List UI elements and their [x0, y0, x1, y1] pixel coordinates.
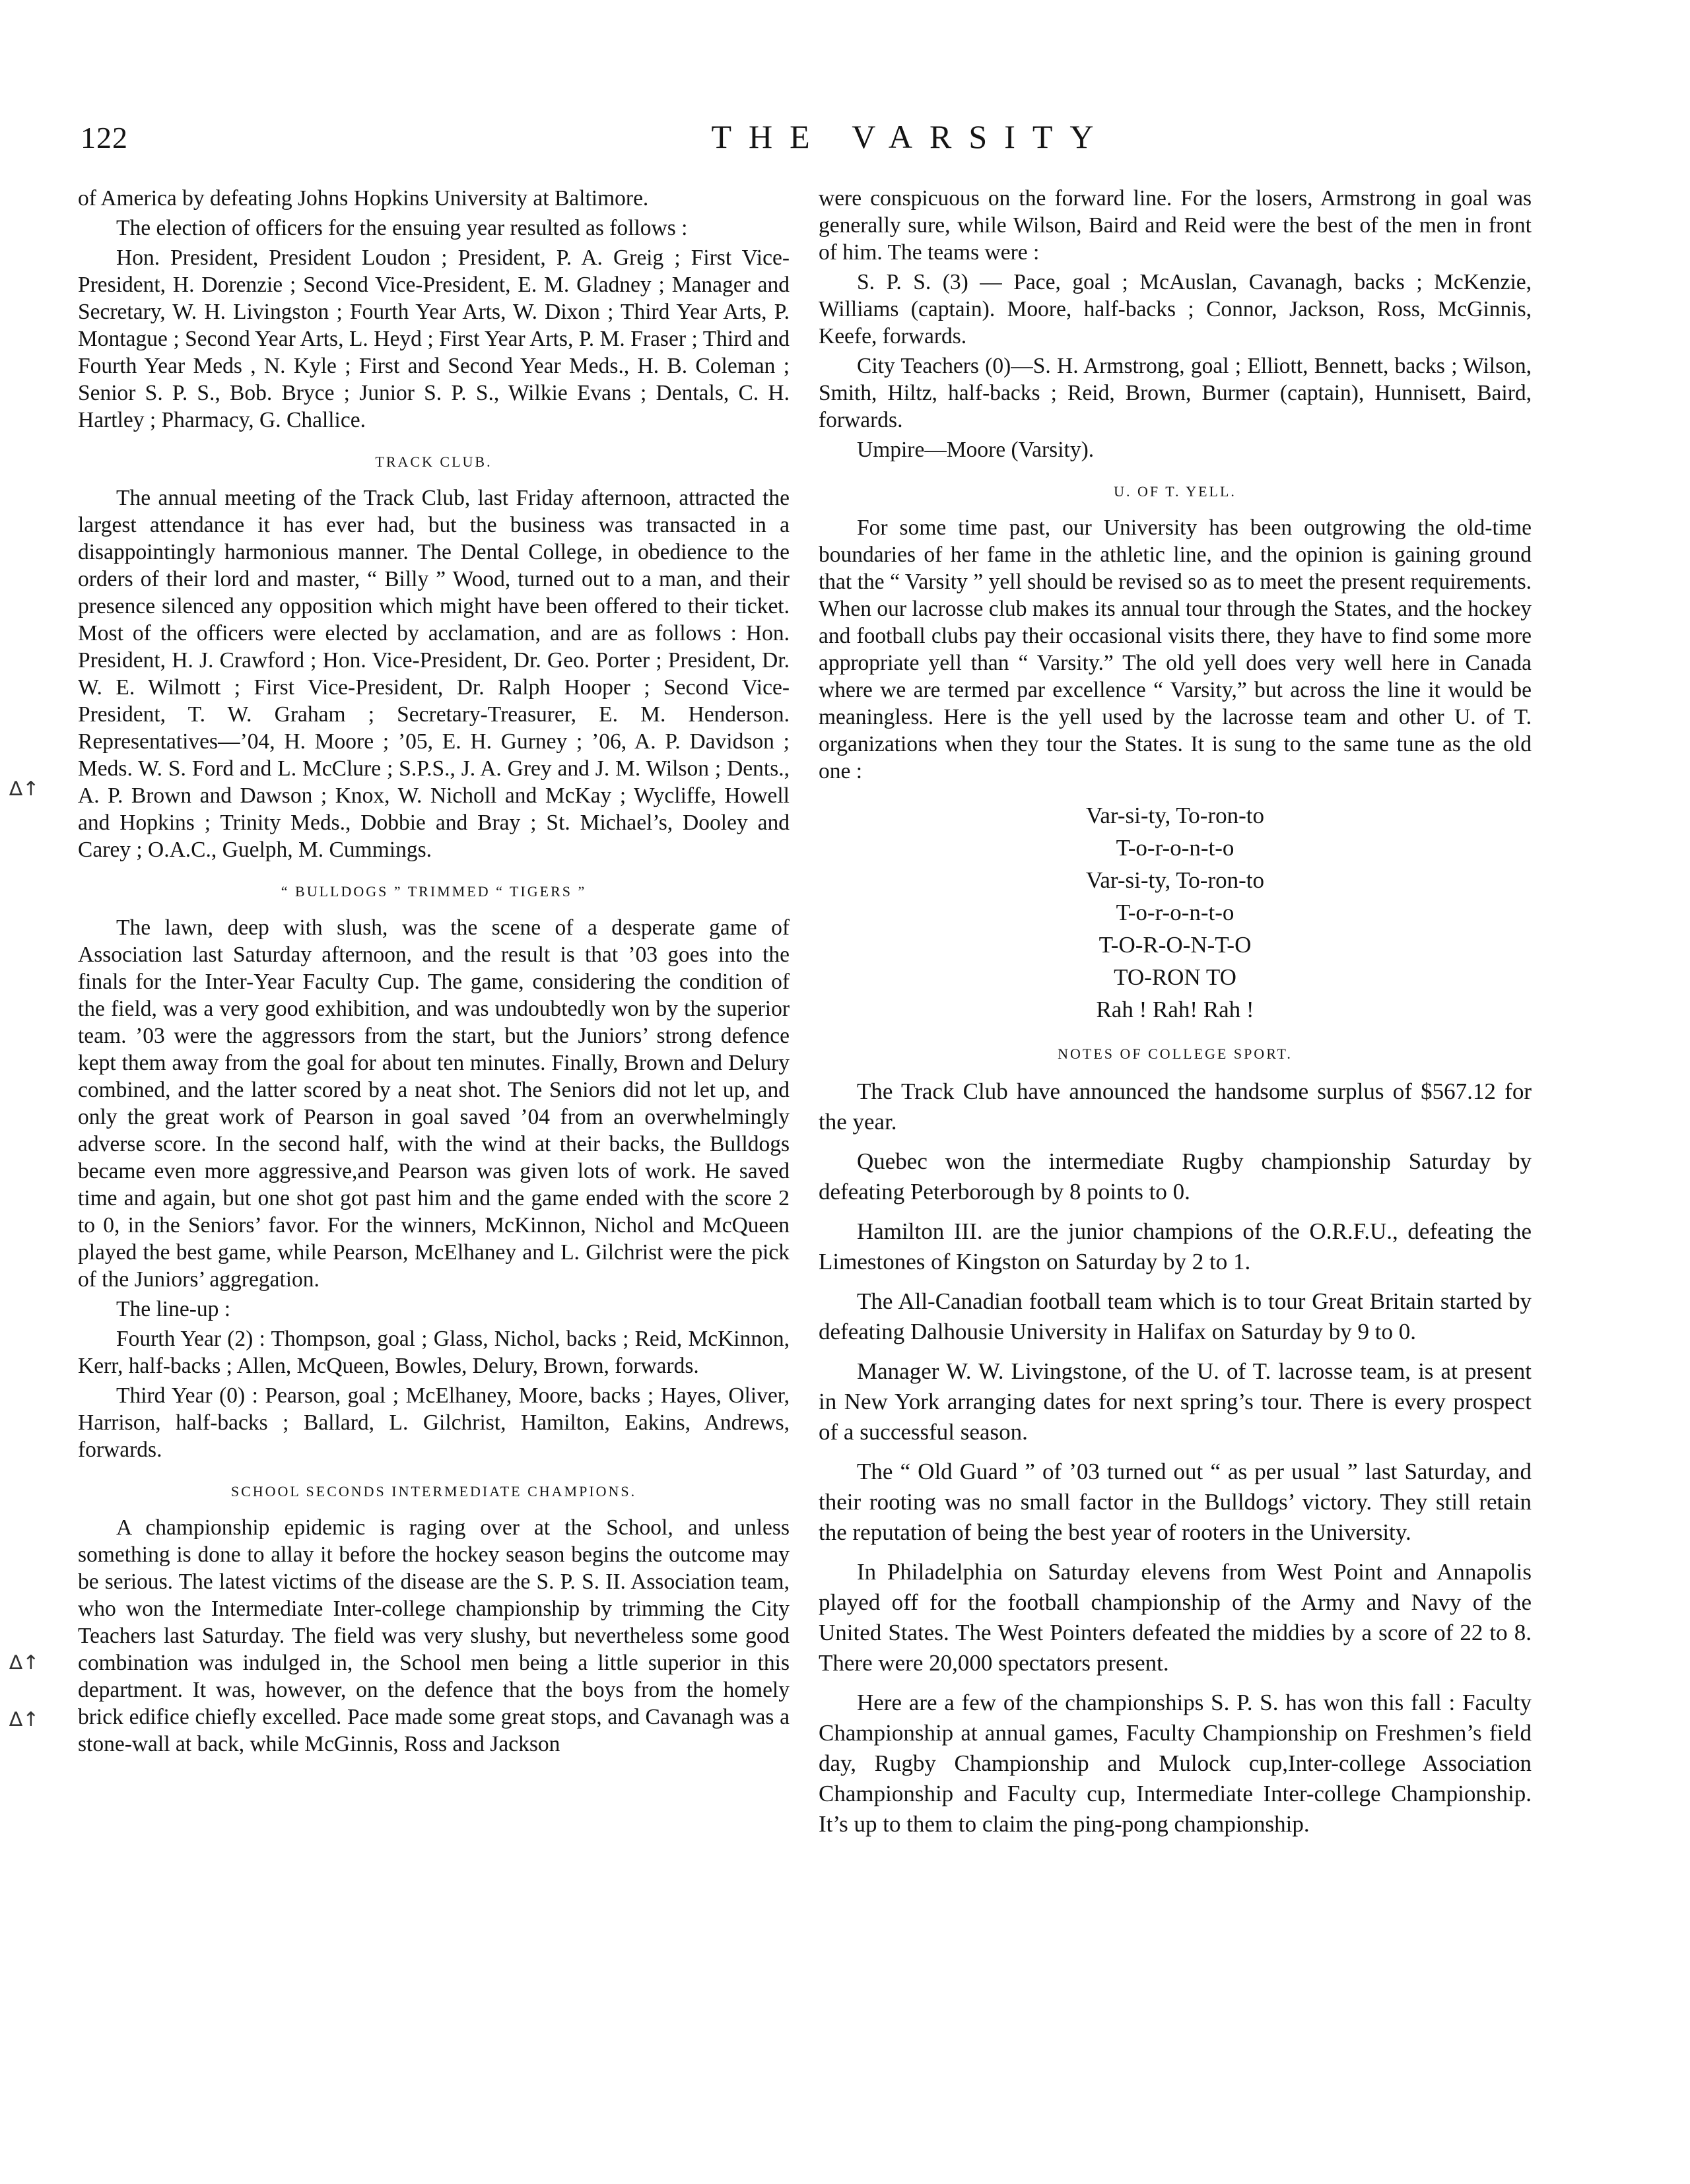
note-paragraph: Hamilton III. are the junior champions of the O.R.F.U., defeating the Limestones of Kingston on Saturday by 2 to 1.: [819, 1218, 1532, 1274]
paragraph: Hon. President, President Loudon ; President, P. A. Greig ; First Vice-President, H. Dorenzie ; Second Vice-President, E. M. Gladney ; Manager and Secretary, W. H. Livingston ; Fourth Year Arts, W. Dixon ; Third Year Arts, P. Montague ; Second Year Arts, L. Heyd ; First Year Arts, P. M. Fraser ; Third and Fourth Year Meds , N. Kyle ; First and Second Year Meds., H. B. Coleman ; Senior S. P. S., Bob. Bryce ; Junior S. P. S., Wilkie Evans ; Dentals, C. H. Hartley ; Pharmacy, G. Challice.: [78, 246, 790, 432]
margin-mark: ∆↑: [9, 778, 40, 801]
paragraph: The line-up :: [116, 1297, 231, 1321]
note-paragraph: Manager W. W. Livingstone, of the U. of T. lacrosse team, is at present in New York arranging dates for next spring’s tour. There is every prospect of a successful season.: [819, 1358, 1532, 1445]
yell-line: Var-si-ty, To-ron-to: [1086, 803, 1264, 828]
yell-line: T-O-R-O-N-T-O: [1098, 932, 1252, 958]
paragraph: of America by defeating Johns Hopkins University at Baltimore.: [78, 186, 649, 211]
note-paragraph: Quebec won the intermediate Rugby championship Saturday by defeating Peterborough by 8 points to 0.: [819, 1148, 1532, 1205]
paragraph: Third Year (0) : Pearson, goal ; McElhaney, Moore, backs ; Hayes, Oliver, Harrison, half-backs ; Ballard, L. Gilchrist, Hamilton, Eakins, Andrews, forwards.: [78, 1383, 790, 1462]
yell-line: T-o-r-o-n-t-o: [1116, 835, 1234, 861]
yell-line: Rah ! Rah! Rah !: [1096, 997, 1254, 1022]
paragraph: were conspicuous on the forward line. For the losers, Armstrong in goal was generally sure, while Wilson, Baird and Reid were the best of the men in front of him. The teams were :: [819, 186, 1532, 265]
paragraph: City Teachers (0)—S. H. Armstrong, goal ; Elliott, Bennett, backs ; Wilson, Smith, Hiltz, half-backs ; Reid, Brown, Burmer (captain), Hunnisett, Baird, forwards.: [819, 354, 1532, 432]
paragraph: For some time past, our University has been outgrowing the old-time boundaries of her fame in the athletic line, and the opinion is gaining ground that the “ Varsity ” yell should be revised so as to meet the present requirements. When our lacrosse club makes its annual tour through the States, and the hockey and football clubs pay their occasional visits there, they have to find some more appropriate yell than “ Varsity.” The old yell does very well here in Canada where we are termed par excellence “ Varsity,” but across the line it would be meaningless. Here is the yell used by the lacrosse team and other U. of T. organizations when they tour the States. It is sung to the same tune as the old one :: [819, 515, 1532, 783]
paragraph: A championship epidemic is raging over at the School, and unless something is done to allay it before the hockey season begins the outcome may be serious. The latest victims of the disease are the S. P. S. II. Association team, who won the Intermediate Inter-college championship by trimming the City Teachers last Saturday. The field was very slushy, but nevertheless some good combination was indulged in, the School men being a little superior in this department. It was, however, on the defence that the boys from the homely brick edifice chiefly excelled. Pace made some great stops, and Cavanagh was a stone-wall at back, while McGinnis, Ross and Jackson: [78, 1515, 790, 1756]
note-paragraph: The “ Old Guard ” of ’03 turned out “ as per usual ” last Saturday, and their rooting was no small factor in the Bulldogs’ victory. They still retain the reputation of being the best year of rooters in the University.: [819, 1459, 1532, 1545]
sport-notes: [819, 1076, 1532, 1839]
yell-line: T-o-r-o-n-t-o: [1116, 900, 1234, 925]
yell-line: Var-si-ty, To-ron-to: [1086, 867, 1264, 893]
paragraph: S. P. S. (3) — Pace, goal ; McAuslan, Cavanagh, backs ; McKenzie, Williams (captain). Moore, half-backs ; Connor, Jackson, Ross, McGinnis, Keefe, forwards.: [819, 270, 1532, 348]
note-paragraph: The Track Club have announced the handsome surplus of $567.12 for the year.: [819, 1078, 1532, 1135]
paragraph: The annual meeting of the Track Club, last Friday afternoon, attracted the largest attendance it has ever had, but the business was transacted in a disappointingly harmonious manner. The Dental College, in obedience to the orders of their lord and master, “ Billy ” Wood, turned out to a man, and their presence silenced any opposition which might have been offered to their ticket. Most of the officers were elected by acclamation, and are as follows : Hon. President, H. J. Crawford ; Hon. Vice-President, Dr. Geo. Porter ; President, Dr. W. E. Wilmott ; First Vice-President, Dr. Ralph Hooper ; Second Vice-President, T. W. Graham ; Secretary-Treasurer, E. M. Henderson. Representatives—’04, H. Moore ; ’05, E. H. Gurney ; ’06, A. P. Davidson ; Meds. W. S. Ford and L. McClure ; S.P.S., J. A. Grey and J. M. Wilson ; Dents., A. P. Brown and Dawson ; Knox, W. Nicholl and McKay ; Wycliffe, Howell and Hopkins ; Trinity Meds., Dobbie and Bray ; St. Michael’s, Dooley and Carey ; O.A.C., Guelph, M. Cummings.: [78, 486, 790, 862]
paragraph: The election of officers for the ensuing year resulted as follows :: [116, 216, 688, 240]
section-heading: NOTES OF COLLEGE SPORT.: [1058, 1045, 1293, 1062]
section-heading: TRACK CLUB.: [375, 453, 492, 470]
margin-mark: ∆↑: [9, 1708, 40, 1731]
yell-verse: [819, 799, 1532, 1026]
left-column: [78, 185, 790, 1760]
right-column: [819, 185, 1532, 1849]
section-heading: “ BULLDOGS ” TRIMMED “ TIGERS ”: [281, 883, 587, 900]
paragraph: The lawn, deep with slush, was the scene of a desperate game of Association last Saturday afternoon, and the result is that ’03 goes into the finals for the Inter-Year Faculty Cup. The game, considering the condition of the field, was a very good exhibition, and was undoubtedly won by the superior team. ’03 were the aggressors from the start, but the Juniors’ strong defence kept them away from the goal for about ten minutes. Finally, Brown and Delury combined, and the latter scored by a neat shot. The Seniors did not let up, and only the great work of Pearson in goal saved ’04 from an overwhelmingly adverse score. In the second half, with the wind at their backs, the Bulldogs became even more aggressive,and Pearson was given lots of work. He saved time and again, but one shot got past him and the game ended with the score 2 to 0, in the Seniors’ favor. For the winners, McKinnon, Nichol and McQueen played the best game, while Pearson, McElhaney and L. Gilchrist were the pick of the Juniors’ aggregation.: [78, 915, 790, 1292]
paragraph: Fourth Year (2) : Thompson, goal ; Glass, Nichol, backs ; Reid, McKinnon, Kerr, half-backs ; Allen, McQueen, Bowles, Delury, Brown, forwards.: [78, 1327, 790, 1378]
running-head-title: THE VARSITY: [711, 118, 1111, 155]
paragraph: Umpire—Moore (Varsity).: [857, 438, 1095, 462]
section-heading: SCHOOL SECONDS INTERMEDIATE CHAMPIONS.: [230, 1483, 637, 1500]
page-number: 122: [81, 121, 128, 154]
margin-mark: ∆↑: [9, 1651, 40, 1674]
note-paragraph: In Philadelphia on Saturday elevens from West Point and Annapolis played off for the football championship of the Army and Navy of the United States. The West Pointers defeated the middies by a score of 22 to 8. There were 20,000 spectators present.: [819, 1559, 1532, 1676]
note-paragraph: Here are a few of the championships S. P. S. has won this fall : Faculty Championship at annual games, Faculty Championship on Freshmen’s field day, Rugby Championship and Mulock cup,Inter-college Association Championship and Faculty cup, Intermediate Inter-college Championship. It’s up to them to claim the ping-pong championship.: [819, 1690, 1532, 1837]
note-paragraph: The All-Canadian football team which is to tour Great Britain started by defeating Dalhousie University in Halifax on Saturday by 9 to 0.: [819, 1288, 1532, 1344]
section-heading: U. OF T. YELL.: [1114, 483, 1236, 500]
yell-line: TO-RON TO: [1114, 964, 1236, 990]
